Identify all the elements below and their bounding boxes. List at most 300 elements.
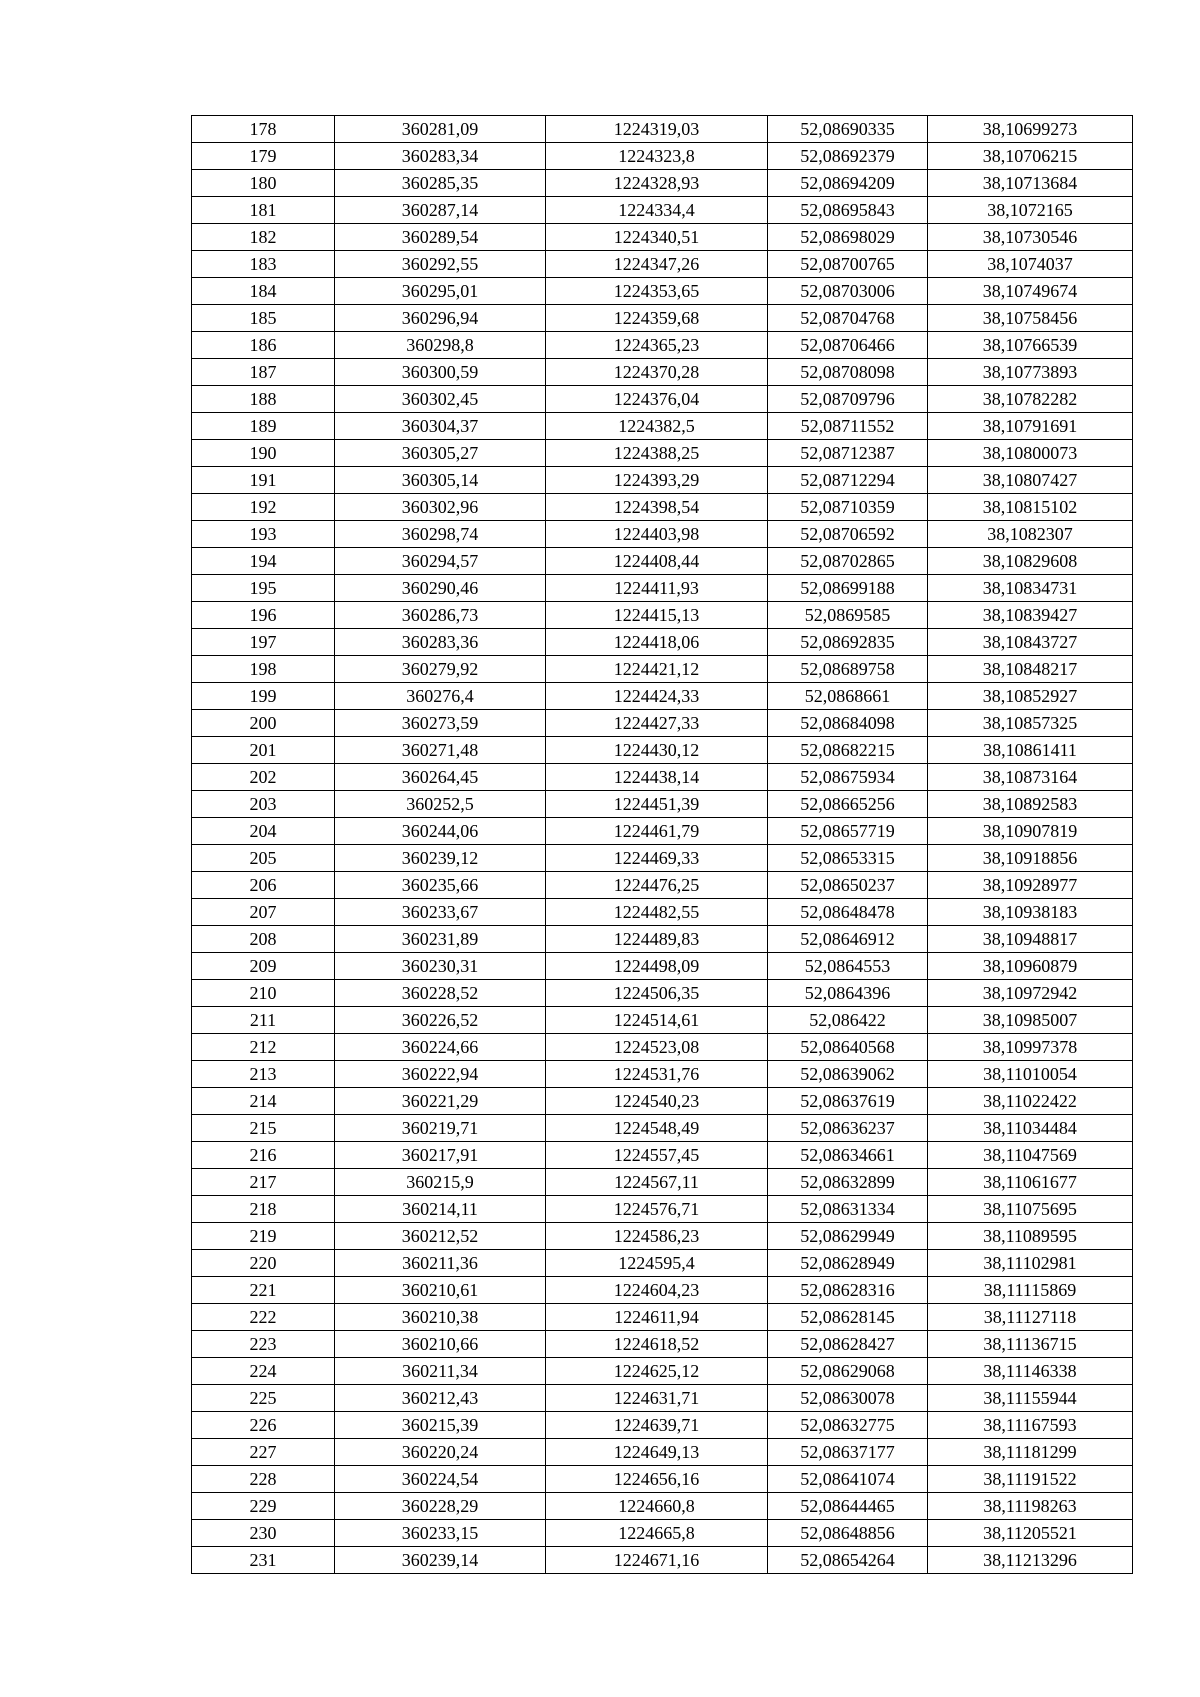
table-row xyxy=(192,116,1133,143)
y-coordinate-cell: 1224660,8 xyxy=(546,1493,768,1520)
x-coordinate-cell: 360286,73 xyxy=(335,602,546,629)
point-number-cell: 214 xyxy=(192,1088,335,1115)
latitude-cell: 52,08631334 xyxy=(768,1196,928,1223)
table-row xyxy=(192,413,1133,440)
table-row xyxy=(192,1547,1133,1574)
latitude-cell: 52,08682215 xyxy=(768,737,928,764)
x-coordinate-cell: 360292,55 xyxy=(335,251,546,278)
x-coordinate-cell: 360252,5 xyxy=(335,791,546,818)
longitude-cell: 38,11167593 xyxy=(928,1412,1133,1439)
table-row xyxy=(192,656,1133,683)
table-row xyxy=(192,170,1133,197)
y-coordinate-cell: 1224323,8 xyxy=(546,143,768,170)
table-row xyxy=(192,791,1133,818)
y-coordinate-cell: 1224461,79 xyxy=(546,818,768,845)
latitude-cell: 52,08646912 xyxy=(768,926,928,953)
longitude-cell: 38,1074037 xyxy=(928,251,1133,278)
x-coordinate-cell: 360305,14 xyxy=(335,467,546,494)
point-number-cell: 218 xyxy=(192,1196,335,1223)
longitude-cell: 38,11205521 xyxy=(928,1520,1133,1547)
x-coordinate-cell: 360239,12 xyxy=(335,845,546,872)
table-row xyxy=(192,143,1133,170)
y-coordinate-cell: 1224595,4 xyxy=(546,1250,768,1277)
y-coordinate-cell: 1224523,08 xyxy=(546,1034,768,1061)
y-coordinate-cell: 1224586,23 xyxy=(546,1223,768,1250)
point-number-cell: 205 xyxy=(192,845,335,872)
point-number-cell: 219 xyxy=(192,1223,335,1250)
latitude-cell: 52,08710359 xyxy=(768,494,928,521)
latitude-cell: 52,0864553 xyxy=(768,953,928,980)
coordinates-table xyxy=(191,115,1133,1574)
y-coordinate-cell: 1224649,13 xyxy=(546,1439,768,1466)
point-number-cell: 196 xyxy=(192,602,335,629)
x-coordinate-cell: 360210,66 xyxy=(335,1331,546,1358)
x-coordinate-cell: 360226,52 xyxy=(335,1007,546,1034)
latitude-cell: 52,08636237 xyxy=(768,1115,928,1142)
table-row xyxy=(192,845,1133,872)
y-coordinate-cell: 1224665,8 xyxy=(546,1520,768,1547)
point-number-cell: 198 xyxy=(192,656,335,683)
latitude-cell: 52,0868661 xyxy=(768,683,928,710)
table-row xyxy=(192,197,1133,224)
latitude-cell: 52,08695843 xyxy=(768,197,928,224)
table-row xyxy=(192,278,1133,305)
longitude-cell: 38,10815102 xyxy=(928,494,1133,521)
latitude-cell: 52,08640568 xyxy=(768,1034,928,1061)
x-coordinate-cell: 360224,54 xyxy=(335,1466,546,1493)
point-number-cell: 194 xyxy=(192,548,335,575)
latitude-cell: 52,08628316 xyxy=(768,1277,928,1304)
latitude-cell: 52,08632899 xyxy=(768,1169,928,1196)
point-number-cell: 215 xyxy=(192,1115,335,1142)
latitude-cell: 52,08648856 xyxy=(768,1520,928,1547)
point-number-cell: 192 xyxy=(192,494,335,521)
point-number-cell: 195 xyxy=(192,575,335,602)
y-coordinate-cell: 1224376,04 xyxy=(546,386,768,413)
table-row xyxy=(192,305,1133,332)
x-coordinate-cell: 360210,38 xyxy=(335,1304,546,1331)
x-coordinate-cell: 360305,27 xyxy=(335,440,546,467)
point-number-cell: 197 xyxy=(192,629,335,656)
y-coordinate-cell: 1224340,51 xyxy=(546,224,768,251)
x-coordinate-cell: 360212,52 xyxy=(335,1223,546,1250)
y-coordinate-cell: 1224334,4 xyxy=(546,197,768,224)
point-number-cell: 193 xyxy=(192,521,335,548)
table-row xyxy=(192,1412,1133,1439)
table-row xyxy=(192,683,1133,710)
table-row xyxy=(192,980,1133,1007)
longitude-cell: 38,10960879 xyxy=(928,953,1133,980)
point-number-cell: 189 xyxy=(192,413,335,440)
table-row xyxy=(192,1439,1133,1466)
longitude-cell: 38,10985007 xyxy=(928,1007,1133,1034)
point-number-cell: 221 xyxy=(192,1277,335,1304)
longitude-cell: 38,11155944 xyxy=(928,1385,1133,1412)
x-coordinate-cell: 360271,48 xyxy=(335,737,546,764)
table-row xyxy=(192,575,1133,602)
latitude-cell: 52,08639062 xyxy=(768,1061,928,1088)
x-coordinate-cell: 360222,94 xyxy=(335,1061,546,1088)
x-coordinate-cell: 360211,36 xyxy=(335,1250,546,1277)
y-coordinate-cell: 1224476,25 xyxy=(546,872,768,899)
point-number-cell: 178 xyxy=(192,116,335,143)
latitude-cell: 52,08665256 xyxy=(768,791,928,818)
point-number-cell: 181 xyxy=(192,197,335,224)
point-number-cell: 204 xyxy=(192,818,335,845)
point-number-cell: 208 xyxy=(192,926,335,953)
x-coordinate-cell: 360281,09 xyxy=(335,116,546,143)
y-coordinate-cell: 1224625,12 xyxy=(546,1358,768,1385)
latitude-cell: 52,08650237 xyxy=(768,872,928,899)
longitude-cell: 38,10758456 xyxy=(928,305,1133,332)
x-coordinate-cell: 360211,34 xyxy=(335,1358,546,1385)
longitude-cell: 38,10892583 xyxy=(928,791,1133,818)
x-coordinate-cell: 360276,4 xyxy=(335,683,546,710)
longitude-cell: 38,10829608 xyxy=(928,548,1133,575)
latitude-cell: 52,08657719 xyxy=(768,818,928,845)
point-number-cell: 217 xyxy=(192,1169,335,1196)
latitude-cell: 52,08653315 xyxy=(768,845,928,872)
x-coordinate-cell: 360215,39 xyxy=(335,1412,546,1439)
x-coordinate-cell: 360228,52 xyxy=(335,980,546,1007)
x-coordinate-cell: 360290,46 xyxy=(335,575,546,602)
longitude-cell: 38,11022422 xyxy=(928,1088,1133,1115)
point-number-cell: 180 xyxy=(192,170,335,197)
latitude-cell: 52,08628427 xyxy=(768,1331,928,1358)
point-number-cell: 201 xyxy=(192,737,335,764)
x-coordinate-cell: 360302,96 xyxy=(335,494,546,521)
longitude-cell: 38,10773893 xyxy=(928,359,1133,386)
x-coordinate-cell: 360219,71 xyxy=(335,1115,546,1142)
latitude-cell: 52,08704768 xyxy=(768,305,928,332)
x-coordinate-cell: 360298,74 xyxy=(335,521,546,548)
x-coordinate-cell: 360298,8 xyxy=(335,332,546,359)
longitude-cell: 38,10839427 xyxy=(928,602,1133,629)
y-coordinate-cell: 1224514,61 xyxy=(546,1007,768,1034)
table-row xyxy=(192,386,1133,413)
x-coordinate-cell: 360294,57 xyxy=(335,548,546,575)
y-coordinate-cell: 1224557,45 xyxy=(546,1142,768,1169)
latitude-cell: 52,08699188 xyxy=(768,575,928,602)
y-coordinate-cell: 1224418,06 xyxy=(546,629,768,656)
table-row xyxy=(192,710,1133,737)
x-coordinate-cell: 360285,35 xyxy=(335,170,546,197)
latitude-cell: 52,08634661 xyxy=(768,1142,928,1169)
point-number-cell: 224 xyxy=(192,1358,335,1385)
table-row xyxy=(192,602,1133,629)
latitude-cell: 52,08712294 xyxy=(768,467,928,494)
y-coordinate-cell: 1224403,98 xyxy=(546,521,768,548)
y-coordinate-cell: 1224576,71 xyxy=(546,1196,768,1223)
longitude-cell: 38,10861411 xyxy=(928,737,1133,764)
y-coordinate-cell: 1224415,13 xyxy=(546,602,768,629)
point-number-cell: 191 xyxy=(192,467,335,494)
y-coordinate-cell: 1224540,23 xyxy=(546,1088,768,1115)
point-number-cell: 212 xyxy=(192,1034,335,1061)
table-row xyxy=(192,737,1133,764)
longitude-cell: 38,10997378 xyxy=(928,1034,1133,1061)
y-coordinate-cell: 1224359,68 xyxy=(546,305,768,332)
point-number-cell: 229 xyxy=(192,1493,335,1520)
longitude-cell: 38,1072165 xyxy=(928,197,1133,224)
latitude-cell: 52,08706466 xyxy=(768,332,928,359)
latitude-cell: 52,08700765 xyxy=(768,251,928,278)
latitude-cell: 52,08641074 xyxy=(768,1466,928,1493)
x-coordinate-cell: 360279,92 xyxy=(335,656,546,683)
longitude-cell: 38,10749674 xyxy=(928,278,1133,305)
x-coordinate-cell: 360231,89 xyxy=(335,926,546,953)
latitude-cell: 52,08706592 xyxy=(768,521,928,548)
x-coordinate-cell: 360228,29 xyxy=(335,1493,546,1520)
longitude-cell: 38,10713684 xyxy=(928,170,1133,197)
table-row xyxy=(192,440,1133,467)
latitude-cell: 52,08629068 xyxy=(768,1358,928,1385)
table-row xyxy=(192,1142,1133,1169)
y-coordinate-cell: 1224427,33 xyxy=(546,710,768,737)
table-row xyxy=(192,494,1133,521)
table-row xyxy=(192,1304,1133,1331)
point-number-cell: 210 xyxy=(192,980,335,1007)
y-coordinate-cell: 1224398,54 xyxy=(546,494,768,521)
table-row xyxy=(192,1385,1133,1412)
x-coordinate-cell: 360221,29 xyxy=(335,1088,546,1115)
table-row xyxy=(192,1493,1133,1520)
table-row xyxy=(192,953,1133,980)
y-coordinate-cell: 1224618,52 xyxy=(546,1331,768,1358)
table-row xyxy=(192,629,1133,656)
y-coordinate-cell: 1224604,23 xyxy=(546,1277,768,1304)
point-number-cell: 185 xyxy=(192,305,335,332)
point-number-cell: 230 xyxy=(192,1520,335,1547)
y-coordinate-cell: 1224382,5 xyxy=(546,413,768,440)
longitude-cell: 38,10972942 xyxy=(928,980,1133,1007)
longitude-cell: 38,11047569 xyxy=(928,1142,1133,1169)
y-coordinate-cell: 1224469,33 xyxy=(546,845,768,872)
point-number-cell: 213 xyxy=(192,1061,335,1088)
table-row xyxy=(192,1061,1133,1088)
y-coordinate-cell: 1224656,16 xyxy=(546,1466,768,1493)
longitude-cell: 38,10843727 xyxy=(928,629,1133,656)
x-coordinate-cell: 360210,61 xyxy=(335,1277,546,1304)
longitude-cell: 38,11034484 xyxy=(928,1115,1133,1142)
table-row xyxy=(192,764,1133,791)
table-row xyxy=(192,899,1133,926)
point-number-cell: 182 xyxy=(192,224,335,251)
x-coordinate-cell: 360212,43 xyxy=(335,1385,546,1412)
table-row xyxy=(192,1358,1133,1385)
longitude-cell: 38,10782282 xyxy=(928,386,1133,413)
y-coordinate-cell: 1224411,93 xyxy=(546,575,768,602)
table-row xyxy=(192,251,1133,278)
y-coordinate-cell: 1224531,76 xyxy=(546,1061,768,1088)
longitude-cell: 38,11181299 xyxy=(928,1439,1133,1466)
latitude-cell: 52,08684098 xyxy=(768,710,928,737)
latitude-cell: 52,08694209 xyxy=(768,170,928,197)
latitude-cell: 52,0864396 xyxy=(768,980,928,1007)
x-coordinate-cell: 360302,45 xyxy=(335,386,546,413)
latitude-cell: 52,08628949 xyxy=(768,1250,928,1277)
y-coordinate-cell: 1224498,09 xyxy=(546,953,768,980)
table-row xyxy=(192,1331,1133,1358)
y-coordinate-cell: 1224353,65 xyxy=(546,278,768,305)
point-number-cell: 222 xyxy=(192,1304,335,1331)
y-coordinate-cell: 1224421,12 xyxy=(546,656,768,683)
longitude-cell: 38,10918856 xyxy=(928,845,1133,872)
point-number-cell: 231 xyxy=(192,1547,335,1574)
table-row xyxy=(192,1115,1133,1142)
y-coordinate-cell: 1224611,94 xyxy=(546,1304,768,1331)
y-coordinate-cell: 1224393,29 xyxy=(546,467,768,494)
point-number-cell: 211 xyxy=(192,1007,335,1034)
point-number-cell: 184 xyxy=(192,278,335,305)
x-coordinate-cell: 360214,11 xyxy=(335,1196,546,1223)
table-row xyxy=(192,1277,1133,1304)
longitude-cell: 38,10873164 xyxy=(928,764,1133,791)
table-row xyxy=(192,521,1133,548)
y-coordinate-cell: 1224631,71 xyxy=(546,1385,768,1412)
longitude-cell: 38,11061677 xyxy=(928,1169,1133,1196)
latitude-cell: 52,08698029 xyxy=(768,224,928,251)
latitude-cell: 52,08692379 xyxy=(768,143,928,170)
table-row xyxy=(192,467,1133,494)
longitude-cell: 38,10807427 xyxy=(928,467,1133,494)
x-coordinate-cell: 360224,66 xyxy=(335,1034,546,1061)
x-coordinate-cell: 360220,24 xyxy=(335,1439,546,1466)
point-number-cell: 228 xyxy=(192,1466,335,1493)
y-coordinate-cell: 1224438,14 xyxy=(546,764,768,791)
x-coordinate-cell: 360233,67 xyxy=(335,899,546,926)
latitude-cell: 52,08632775 xyxy=(768,1412,928,1439)
latitude-cell: 52,08689758 xyxy=(768,656,928,683)
point-number-cell: 223 xyxy=(192,1331,335,1358)
longitude-cell: 38,10848217 xyxy=(928,656,1133,683)
longitude-cell: 38,10907819 xyxy=(928,818,1133,845)
longitude-cell: 38,10706215 xyxy=(928,143,1133,170)
y-coordinate-cell: 1224482,55 xyxy=(546,899,768,926)
y-coordinate-cell: 1224370,28 xyxy=(546,359,768,386)
longitude-cell: 38,10857325 xyxy=(928,710,1133,737)
x-coordinate-cell: 360300,59 xyxy=(335,359,546,386)
latitude-cell: 52,08708098 xyxy=(768,359,928,386)
y-coordinate-cell: 1224365,23 xyxy=(546,332,768,359)
latitude-cell: 52,08644465 xyxy=(768,1493,928,1520)
table-row xyxy=(192,1250,1133,1277)
latitude-cell: 52,08654264 xyxy=(768,1547,928,1574)
latitude-cell: 52,08690335 xyxy=(768,116,928,143)
table-row xyxy=(192,1520,1133,1547)
y-coordinate-cell: 1224319,03 xyxy=(546,116,768,143)
longitude-cell: 38,10834731 xyxy=(928,575,1133,602)
latitude-cell: 52,08711552 xyxy=(768,413,928,440)
table-row xyxy=(192,359,1133,386)
point-number-cell: 209 xyxy=(192,953,335,980)
longitude-cell: 38,10948817 xyxy=(928,926,1133,953)
coordinates-table-body xyxy=(192,116,1133,1574)
x-coordinate-cell: 360244,06 xyxy=(335,818,546,845)
longitude-cell: 38,11115869 xyxy=(928,1277,1133,1304)
point-number-cell: 225 xyxy=(192,1385,335,1412)
longitude-cell: 38,11075695 xyxy=(928,1196,1133,1223)
y-coordinate-cell: 1224548,49 xyxy=(546,1115,768,1142)
y-coordinate-cell: 1224430,12 xyxy=(546,737,768,764)
latitude-cell: 52,08637177 xyxy=(768,1439,928,1466)
x-coordinate-cell: 360295,01 xyxy=(335,278,546,305)
table-row xyxy=(192,926,1133,953)
latitude-cell: 52,08648478 xyxy=(768,899,928,926)
y-coordinate-cell: 1224506,35 xyxy=(546,980,768,1007)
y-coordinate-cell: 1224451,39 xyxy=(546,791,768,818)
point-number-cell: 220 xyxy=(192,1250,335,1277)
table-row xyxy=(192,1088,1133,1115)
longitude-cell: 38,11213296 xyxy=(928,1547,1133,1574)
point-number-cell: 199 xyxy=(192,683,335,710)
longitude-cell: 38,11127118 xyxy=(928,1304,1133,1331)
point-number-cell: 186 xyxy=(192,332,335,359)
longitude-cell: 38,11191522 xyxy=(928,1466,1133,1493)
longitude-cell: 38,10852927 xyxy=(928,683,1133,710)
longitude-cell: 38,11198263 xyxy=(928,1493,1133,1520)
point-number-cell: 183 xyxy=(192,251,335,278)
table-row xyxy=(192,1223,1133,1250)
latitude-cell: 52,08628145 xyxy=(768,1304,928,1331)
point-number-cell: 206 xyxy=(192,872,335,899)
y-coordinate-cell: 1224424,33 xyxy=(546,683,768,710)
point-number-cell: 188 xyxy=(192,386,335,413)
x-coordinate-cell: 360230,31 xyxy=(335,953,546,980)
point-number-cell: 216 xyxy=(192,1142,335,1169)
x-coordinate-cell: 360239,14 xyxy=(335,1547,546,1574)
latitude-cell: 52,08712387 xyxy=(768,440,928,467)
x-coordinate-cell: 360289,54 xyxy=(335,224,546,251)
longitude-cell: 38,10928977 xyxy=(928,872,1133,899)
table-row xyxy=(192,872,1133,899)
longitude-cell: 38,11136715 xyxy=(928,1331,1133,1358)
x-coordinate-cell: 360304,37 xyxy=(335,413,546,440)
longitude-cell: 38,10730546 xyxy=(928,224,1133,251)
point-number-cell: 226 xyxy=(192,1412,335,1439)
longitude-cell: 38,11102981 xyxy=(928,1250,1133,1277)
y-coordinate-cell: 1224408,44 xyxy=(546,548,768,575)
y-coordinate-cell: 1224639,71 xyxy=(546,1412,768,1439)
latitude-cell: 52,08702865 xyxy=(768,548,928,575)
table-row xyxy=(192,1169,1133,1196)
longitude-cell: 38,11146338 xyxy=(928,1358,1133,1385)
table-row xyxy=(192,1007,1133,1034)
table-row xyxy=(192,1034,1133,1061)
point-number-cell: 190 xyxy=(192,440,335,467)
table-row xyxy=(192,332,1133,359)
y-coordinate-cell: 1224489,83 xyxy=(546,926,768,953)
x-coordinate-cell: 360235,66 xyxy=(335,872,546,899)
x-coordinate-cell: 360273,59 xyxy=(335,710,546,737)
longitude-cell: 38,11089595 xyxy=(928,1223,1133,1250)
table-row xyxy=(192,1196,1133,1223)
point-number-cell: 187 xyxy=(192,359,335,386)
y-coordinate-cell: 1224388,25 xyxy=(546,440,768,467)
latitude-cell: 52,08709796 xyxy=(768,386,928,413)
x-coordinate-cell: 360287,14 xyxy=(335,197,546,224)
latitude-cell: 52,0869585 xyxy=(768,602,928,629)
table-row xyxy=(192,224,1133,251)
point-number-cell: 207 xyxy=(192,899,335,926)
y-coordinate-cell: 1224328,93 xyxy=(546,170,768,197)
longitude-cell: 38,10800073 xyxy=(928,440,1133,467)
x-coordinate-cell: 360264,45 xyxy=(335,764,546,791)
table-row xyxy=(192,818,1133,845)
table-row xyxy=(192,1466,1133,1493)
longitude-cell: 38,10766539 xyxy=(928,332,1133,359)
longitude-cell: 38,1082307 xyxy=(928,521,1133,548)
